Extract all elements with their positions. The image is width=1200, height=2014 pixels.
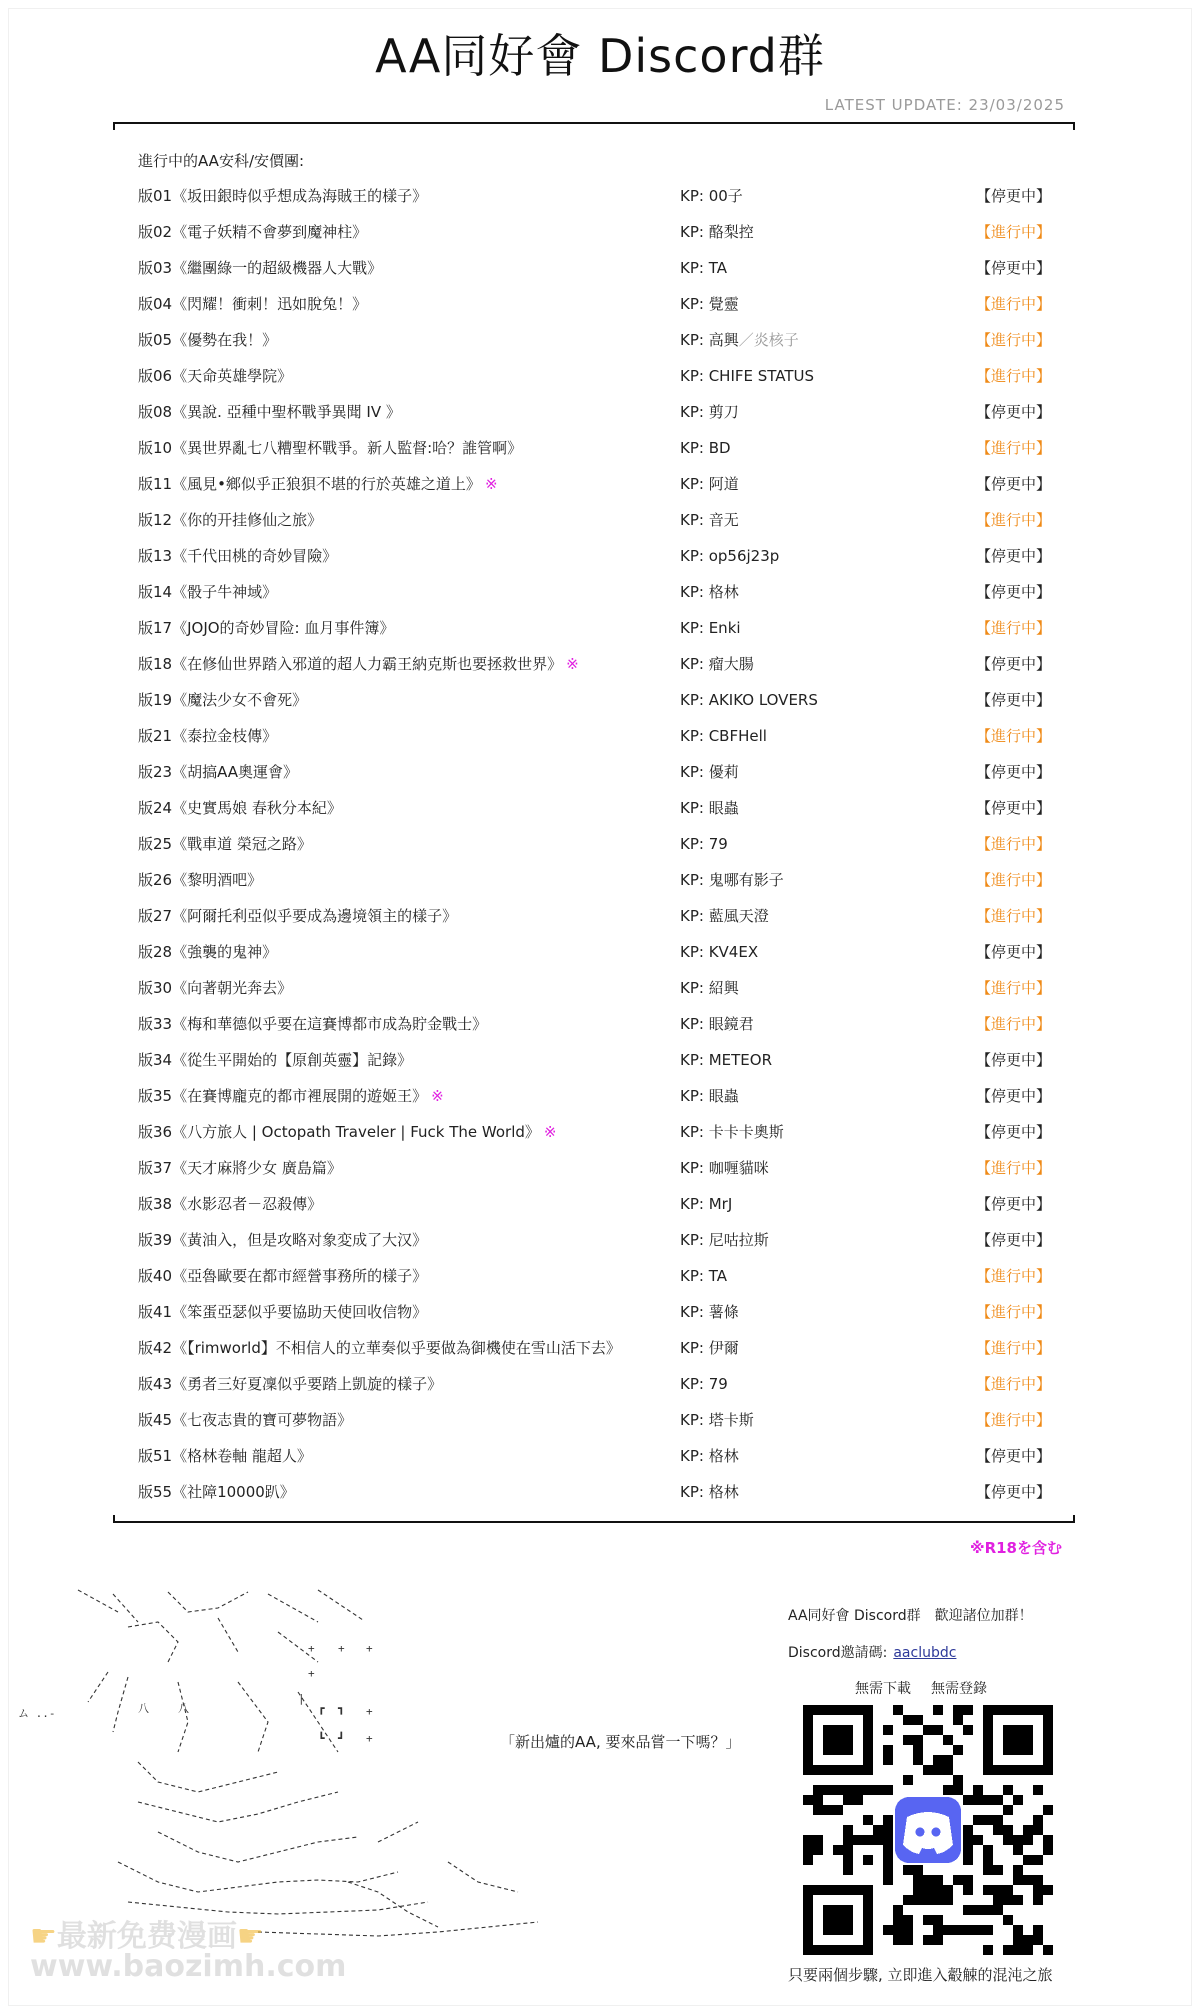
list-item <box>0 1114 1200 1150</box>
qr-caption-no-download: 無需下載 <box>855 1681 911 1697</box>
thread-title-text: 版04《閃耀！衝刺！迅如脫兔！》 <box>138 295 368 313</box>
thread-title <box>138 286 367 322</box>
thread-title <box>138 610 394 646</box>
kp-name <box>680 862 784 898</box>
kp-text: KP: 咖喱貓咪 <box>680 1159 769 1177</box>
list-item <box>0 1402 1200 1438</box>
list-item <box>0 1222 1200 1258</box>
status-badge: 【停更中】 <box>976 1123 1052 1141</box>
kp-text: KP: 格林 <box>680 1447 739 1465</box>
thread-title <box>138 322 277 358</box>
status-badge: 【進行中】 <box>976 871 1052 889</box>
thread-title-text: 版14《骰子牛神域》 <box>138 583 278 601</box>
thread-title-text: 版01《坂田銀時似乎想成為海賊王的樣子》 <box>138 187 428 205</box>
kp-text: KP: 酪梨控 <box>680 223 754 241</box>
speech-text: 「新出爐的AA, 要來品嘗一下嗎？」 <box>500 1733 741 1751</box>
thread-title <box>138 214 367 250</box>
thread-title <box>138 898 457 934</box>
status-badge: 【停更中】 <box>976 403 1052 421</box>
watermark <box>22 1905 347 1987</box>
thread-title <box>138 1438 312 1474</box>
list-item <box>0 1330 1200 1366</box>
thread-title-text: 版45《七夜志貴的寶可夢物語》 <box>138 1411 353 1429</box>
thread-title <box>138 1222 427 1258</box>
thread-title <box>138 574 277 610</box>
list-item <box>0 1078 1200 1114</box>
kp-name <box>680 178 743 214</box>
kp-text: KP: 眼鏡君 <box>680 1015 754 1033</box>
kp-name <box>680 538 779 574</box>
thread-title-text: 版13《千代田桃的奇妙冒險》 <box>138 547 338 565</box>
list-item <box>0 1438 1200 1474</box>
status-badge: 【停更中】 <box>976 1231 1052 1249</box>
r18-note: ※R18を含む <box>969 1539 1062 1557</box>
thread-title <box>138 826 312 862</box>
status-badge: 【進行中】 <box>976 1267 1052 1285</box>
kp-text: KP: CBFHell <box>680 727 767 745</box>
kp-text: KP: 瘤大腸 <box>680 655 754 673</box>
svg-text:┗: ┗ <box>318 1732 325 1745</box>
thread-title <box>138 178 427 214</box>
kp-text: KP: AKIKO LOVERS <box>680 691 818 709</box>
list-item <box>0 826 1200 862</box>
list-item <box>0 1186 1200 1222</box>
status-badge: 【停更中】 <box>976 547 1052 565</box>
kp-name <box>680 286 739 322</box>
status-badge: 【進行中】 <box>976 439 1052 457</box>
kp-text: KP: 藍風天澄 <box>680 907 769 925</box>
thread-title <box>138 1078 444 1114</box>
list-heading: 進行中的AA安科/安價團: <box>138 152 305 170</box>
kp-name <box>680 1042 772 1078</box>
status-badge: 【停更中】 <box>976 259 1052 277</box>
invite-text: AA同好會 Discord群 歡迎諸位加群！ <box>788 1608 1033 1624</box>
status-badge: 【進行中】 <box>976 619 1052 637</box>
thread-title <box>138 682 307 718</box>
svg-text:┓: ┓ <box>338 1702 345 1715</box>
thread-title-text: 版43《勇者三好夏凜似乎要踏上凱旋的樣子》 <box>138 1375 443 1393</box>
thread-title-text: 版39《黃油入，但是攻略对象変成了大汉》 <box>138 1231 428 1249</box>
kp-name <box>680 1006 754 1042</box>
list-item <box>0 286 1200 322</box>
kp-name <box>680 466 739 502</box>
kp-name <box>680 934 758 970</box>
status-badge: 【進行中】 <box>976 331 1052 349</box>
list-frame-bottom <box>113 1515 1075 1523</box>
thread-title-text: 版41《笨蛋亞瑟似乎要協助天使回收信物》 <box>138 1303 428 1321</box>
thread-title <box>138 1402 352 1438</box>
list-item <box>0 178 1200 214</box>
status-badge: 【進行中】 <box>976 223 1052 241</box>
kp-text: KP: 鬼哪有影子 <box>680 871 784 889</box>
thread-title <box>138 502 322 538</box>
kp-text: KP: 伊爾 <box>680 1339 739 1357</box>
svg-text:八: 八 <box>138 1702 149 1715</box>
kp-name <box>680 790 739 826</box>
list-item <box>0 1042 1200 1078</box>
thread-title-text: 版08《異說. 亞種中聖杯戰爭異聞 IV 》 <box>138 403 401 421</box>
thread-title <box>138 250 382 286</box>
list-item <box>0 1474 1200 1510</box>
list-item <box>0 1006 1200 1042</box>
invite-code-line <box>788 1642 956 1662</box>
kp-name <box>680 646 754 682</box>
kp-text: KP: 剪刀 <box>680 403 739 421</box>
thread-title-text: 版34《從生平開始的【原創英靈】記錄》 <box>138 1051 413 1069</box>
list-item <box>0 790 1200 826</box>
watermark-line-1: ☛最新免费漫画☛ <box>30 1919 264 1954</box>
list-item <box>0 646 1200 682</box>
kp-name <box>680 502 739 538</box>
svg-text:八: 八 <box>178 1702 189 1715</box>
kp-name <box>680 682 818 718</box>
thread-title-text: 版36《八方旅人 | Octopath Traveler | Fuck The World》 <box>138 1123 540 1141</box>
kp-name <box>680 1078 739 1114</box>
list-item <box>0 862 1200 898</box>
kp-text: KP: 紹興 <box>680 979 739 997</box>
kp-text: KP: 卡卡卡奧斯 <box>680 1123 784 1141</box>
thread-title <box>138 1186 322 1222</box>
status-badge: 【停更中】 <box>976 475 1052 493</box>
list-item <box>0 610 1200 646</box>
status-badge: 【停更中】 <box>976 1447 1052 1465</box>
thread-title-text: 版28《強襲的鬼神》 <box>138 943 278 961</box>
kp-text: KP: op56j23p <box>680 547 780 565</box>
pointing-hand-icon: ☛ <box>236 1919 264 1954</box>
list-item <box>0 394 1200 430</box>
kp-text: KP: 格林 <box>680 583 739 601</box>
thread-title-text: 版24《史實馬娘 春秋分本紀》 <box>138 799 342 817</box>
thread-title <box>138 1330 621 1366</box>
status-badge: 【停更中】 <box>976 1087 1052 1105</box>
status-badge: 【停更中】 <box>976 1483 1052 1501</box>
kp-text: KP: Enki <box>680 619 741 637</box>
svg-text:┏: ┏ <box>318 1702 325 1715</box>
watermark-line-2: www.baozimh.com <box>30 1949 347 1984</box>
status-badge: 【進行中】 <box>976 1303 1052 1321</box>
thread-title-text: 版35《在賽博龐克的都市裡展開的遊姬王》 <box>138 1087 428 1105</box>
svg-text:+: + <box>366 1732 373 1745</box>
thread-title <box>138 970 292 1006</box>
thread-title <box>138 1114 556 1150</box>
status-badge: 【進行中】 <box>976 979 1052 997</box>
kp-name <box>680 250 727 286</box>
list-item <box>0 214 1200 250</box>
kp-text: KP: MrJ <box>680 1195 733 1213</box>
thread-title-text: 版11《風見•鄉似乎正狼狽不堪的行於英雄之道上》 <box>138 475 481 493</box>
thread-title-text: 版18《在修仙世界踏入邪道的超人力霸王納克斯也要拯救世界》 <box>138 655 563 673</box>
kp-name <box>680 574 739 610</box>
kp-text: KP: 眼蟲 <box>680 799 739 817</box>
svg-text:+: + <box>338 1642 345 1655</box>
list-item <box>0 934 1200 970</box>
kp-text: KP: 阿道 <box>680 475 739 493</box>
kp-name <box>680 1258 727 1294</box>
svg-text:+: + <box>366 1642 373 1655</box>
status-badge: 【停更中】 <box>976 1051 1052 1069</box>
kp-text: KP: 音无 <box>680 511 739 529</box>
thread-title-text: 版25《戰車道 榮冠之路》 <box>138 835 312 853</box>
svg-text:ム ..-: ム ..- <box>18 1707 56 1720</box>
svg-text:+: + <box>308 1667 315 1680</box>
status-badge: 【停更中】 <box>976 691 1052 709</box>
thread-title <box>138 862 262 898</box>
list-item <box>0 322 1200 358</box>
kp-name <box>680 1474 739 1510</box>
kp-name <box>680 610 741 646</box>
thread-title-text: 版17《JOJO的奇妙冒险: 血月事件簿》 <box>138 619 395 637</box>
thread-title-text: 版19《魔法少女不會死》 <box>138 691 308 709</box>
thread-title-text: 版42《【rimworld】不相信人的立華奏似乎要做為御機使在雪山活下去》 <box>138 1339 621 1357</box>
status-badge: 【停更中】 <box>976 1195 1052 1213</box>
list-item <box>0 1366 1200 1402</box>
status-badge: 【停更中】 <box>976 583 1052 601</box>
list-item <box>0 250 1200 286</box>
kp-name <box>680 322 799 358</box>
thread-title <box>138 394 401 430</box>
invite-code-link[interactable]: aaclubdc <box>893 1645 957 1661</box>
thread-title-text: 版06《天命英雄學院》 <box>138 367 293 385</box>
status-badge: 【停更中】 <box>976 799 1052 817</box>
kp-text: KP: BD <box>680 439 731 457</box>
qr-caption-no-login: 無需登錄 <box>931 1681 987 1697</box>
kp-text: KP: KV4EX <box>680 943 759 961</box>
kp-text: KP: 薯條 <box>680 1303 739 1321</box>
group-list <box>0 178 1200 1510</box>
list-item <box>0 1294 1200 1330</box>
list-item <box>0 430 1200 466</box>
list-frame-top <box>113 122 1075 130</box>
thread-title <box>138 1474 295 1510</box>
svg-text:|: | <box>298 1692 305 1705</box>
kp-name <box>680 826 728 862</box>
kp-name <box>680 1366 728 1402</box>
thread-title-text: 版26《黎明酒吧》 <box>138 871 263 889</box>
status-badge: 【進行中】 <box>976 295 1052 313</box>
svg-text:+: + <box>366 1705 373 1718</box>
kp-name <box>680 1186 732 1222</box>
list-item <box>0 358 1200 394</box>
kp-name <box>680 718 767 754</box>
svg-text:+: + <box>308 1642 315 1655</box>
status-badge: 【進行中】 <box>976 835 1052 853</box>
thread-title <box>138 718 277 754</box>
thread-title-text: 版38《水影忍者－忍殺傳》 <box>138 1195 323 1213</box>
thread-title-text: 版02《電子妖精不會夢到魔神柱》 <box>138 223 368 241</box>
thread-title-text: 版40《亞魯歐要在都市經營事務所的樣子》 <box>138 1267 428 1285</box>
kp-text: KP: 00子 <box>680 187 743 205</box>
page-title: AA同好會 Discord群 <box>375 29 825 83</box>
status-badge: 【進行中】 <box>976 1339 1052 1357</box>
svg-text:┛: ┛ <box>338 1732 345 1745</box>
thread-title <box>138 538 337 574</box>
kp-name <box>680 1402 754 1438</box>
thread-title <box>138 790 342 826</box>
kp-text: KP: 覺靈 <box>680 295 739 313</box>
last-update: LATEST UPDATE: 23/03/2025 <box>824 96 1065 114</box>
kp-name <box>680 1150 769 1186</box>
thread-title-text: 版12《你的开挂修仙之旅》 <box>138 511 323 529</box>
thread-title <box>138 754 298 790</box>
r18-mark: ※ <box>543 1123 557 1141</box>
list-item <box>0 898 1200 934</box>
thread-title <box>138 1150 342 1186</box>
r18-mark: ※ <box>566 655 579 673</box>
thread-title <box>138 934 277 970</box>
list-item <box>0 754 1200 790</box>
thread-title-text: 版37《天才麻將少女 廣島篇》 <box>138 1159 342 1177</box>
kp-text: KP: 格林 <box>680 1483 739 1501</box>
pointing-hand-icon: ☛ <box>30 1919 57 1954</box>
kp-secondary: ／炎核子 <box>738 331 799 349</box>
status-badge: 【停更中】 <box>976 187 1052 205</box>
list-item <box>0 682 1200 718</box>
kp-name <box>680 1294 739 1330</box>
status-badge: 【進行中】 <box>976 1375 1052 1393</box>
kp-text: KP: 尼咕拉斯 <box>680 1231 769 1249</box>
thread-title-text: 版21《泰拉金枝傳》 <box>138 727 278 745</box>
thread-title-text: 版30《向著朝光奔去》 <box>138 979 293 997</box>
thread-title-text: 版03《繼團綠一的超級機器人大戰》 <box>138 259 383 277</box>
thread-title <box>138 358 292 394</box>
status-badge: 【進行中】 <box>976 907 1052 925</box>
kp-name <box>680 430 731 466</box>
thread-title <box>138 1258 427 1294</box>
thread-title-text: 版33《梅和華德似乎要在這賽博都市成為貯金戰士》 <box>138 1015 488 1033</box>
status-badge: 【進行中】 <box>976 1411 1052 1429</box>
list-item <box>0 466 1200 502</box>
kp-text: KP: 優莉 <box>680 763 739 781</box>
list-item <box>0 1150 1200 1186</box>
thread-title <box>138 466 498 502</box>
status-badge: 【進行中】 <box>976 727 1052 745</box>
list-item <box>0 538 1200 574</box>
kp-name <box>680 1438 739 1474</box>
status-badge: 【進行中】 <box>976 1159 1052 1177</box>
kp-name <box>680 214 754 250</box>
thread-title <box>138 1042 412 1078</box>
kp-text: KP: 眼蟲 <box>680 1087 739 1105</box>
list-item <box>0 502 1200 538</box>
kp-text: KP: 高興 <box>680 331 739 349</box>
kp-name <box>680 970 739 1006</box>
r18-mark: ※ <box>431 1087 444 1105</box>
thread-title-text: 版10《異世界亂七八糟聖杯戰爭。新人監督:哈？誰管啊》 <box>138 439 523 457</box>
discord-logo-icon <box>895 1797 961 1863</box>
list-item <box>0 718 1200 754</box>
discord-qr-code[interactable] <box>803 1705 1053 1955</box>
kp-name <box>680 1114 784 1150</box>
qr-caption <box>855 1678 1007 1698</box>
thread-title <box>138 430 522 466</box>
status-badge: 【停更中】 <box>976 655 1052 673</box>
kp-text: KP: 79 <box>680 1375 728 1393</box>
invite-code-label: Discord邀請碼: <box>788 1645 888 1661</box>
kp-text: KP: TA <box>680 1267 727 1285</box>
kp-name <box>680 754 739 790</box>
thread-title <box>138 646 579 682</box>
qr-footer-text: 只要兩個步驟, 立即進入觳觫的混沌之旅 <box>788 1966 1053 1984</box>
kp-text: KP: 塔卡斯 <box>680 1411 754 1429</box>
r18-mark: ※ <box>484 475 498 493</box>
status-badge: 【進行中】 <box>976 1015 1052 1033</box>
thread-title-text: 版05《優勢在我！》 <box>138 331 278 349</box>
kp-text: KP: TA <box>680 259 727 277</box>
kp-name <box>680 1222 769 1258</box>
list-item <box>0 970 1200 1006</box>
thread-title-text: 版51《格林卷軸 龍超人》 <box>138 1447 312 1465</box>
list-item <box>0 574 1200 610</box>
thread-title-text: 版55《社障10000趴》 <box>138 1483 295 1501</box>
kp-text: KP: CHIFE STATUS <box>680 367 815 385</box>
status-badge: 【進行中】 <box>976 367 1052 385</box>
kp-text: KP: 79 <box>680 835 728 853</box>
kp-name <box>680 1330 739 1366</box>
thread-title <box>138 1366 442 1402</box>
kp-text: KP: METEOR <box>680 1051 772 1069</box>
status-badge: 【進行中】 <box>976 511 1052 529</box>
thread-title-text: 版27《阿爾托利亞似乎要成為邊境領主的樣子》 <box>138 907 458 925</box>
status-badge: 【停更中】 <box>976 763 1052 781</box>
status-badge: 【停更中】 <box>976 943 1052 961</box>
kp-name <box>680 394 739 430</box>
thread-title <box>138 1294 427 1330</box>
list-item <box>0 1258 1200 1294</box>
thread-title <box>138 1006 487 1042</box>
thread-title-text: 版23《胡搞AA奧運會》 <box>138 763 299 781</box>
kp-name <box>680 358 814 394</box>
kp-name <box>680 898 769 934</box>
